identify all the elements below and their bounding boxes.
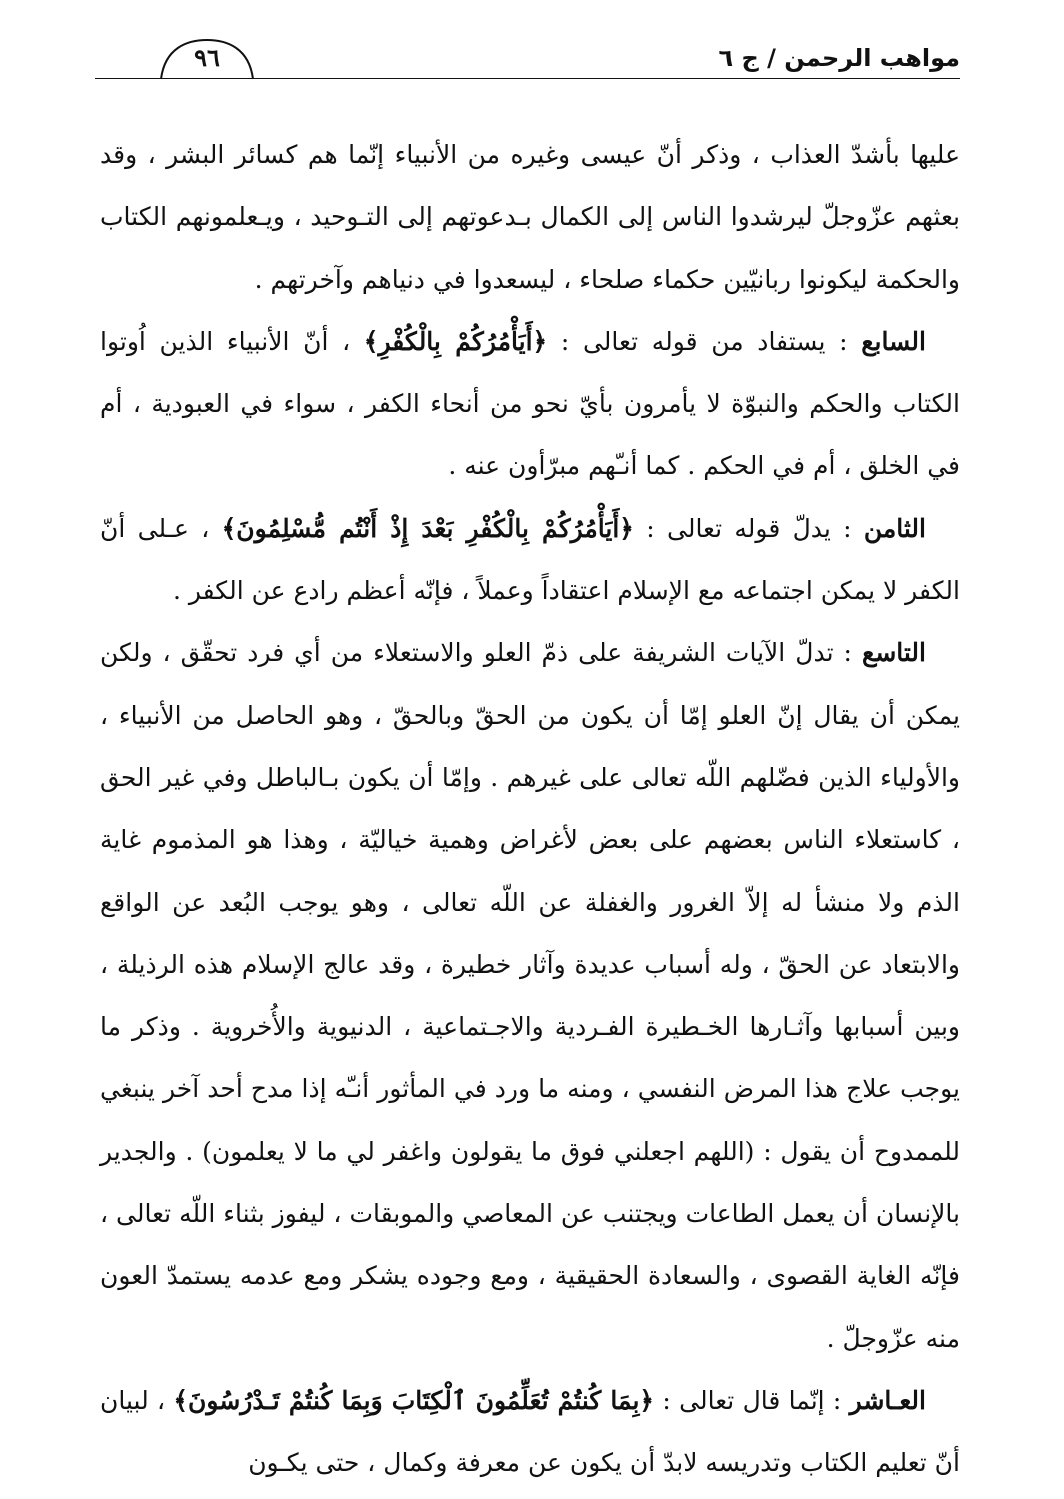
paragraph-text: ، لبيان أنّ تعليم الكتاب وتدريسه لابدّ أن يكون عن معرفة وكمال ، حتى يكـون bbox=[100, 1385, 960, 1478]
paragraph-seventh bbox=[100, 311, 960, 498]
page-header bbox=[95, 38, 960, 88]
header-divider bbox=[95, 78, 960, 79]
paragraph-ninth bbox=[100, 622, 960, 1370]
quran-verse: ﴿أَيَأْمُرُكُمْ بِالْكُفْرِ﴾ bbox=[363, 326, 548, 356]
paragraph-intro: : يدلّ قوله تعالى : bbox=[633, 513, 864, 543]
paragraph-tenth bbox=[100, 1370, 960, 1495]
point-label-seventh: السابع bbox=[861, 326, 926, 356]
page-number: ٩٦ bbox=[194, 43, 220, 72]
point-label-ninth: التاسع bbox=[862, 638, 926, 668]
paragraph-text: : تدلّ الآيات الشريفة على ذمّ العلو والاستعلاء من أي فرد تحقّق ، ولكن يمكن أن يقال إنّ العلو إمّا أن يكون من الحقّ وبالحقّ ، وهو الحاصل من الأنبياء ، والأولياء الذين فضّلهم اللّه تعالى على غيرهم . وإمّا أن يكون بـالباطل وفي غير الحق ، كاستعلاء الناس بعضهم على بعض لأغراض وهمية خياليّة ، وهذا هو المذموم غاية الذم ولا منشأ له إلاّ الغرور والغفلة عن اللّه تعالى ، وهو يوجب البُعد عن الواقع والابتعاد عن الحقّ ، وله أسباب عديدة وآثار خطيرة ، وقد عالج الإسلام هذه الرذيلة ، وبين أسبابها وآثـارها الخـطيرة الفـردية والاجـتماعية ، الدنيوية والأُخروية . وذكر ما يوجب علاج هذا المرض النفسي ، ومنه ما ورد في المأثور أنـّه إذا مدح أحد آخر ينبغي للممدوح أن يقول : (اللهم اجعلني فوق ما يقولون واغفر لي ما لا يعلمون) . والجدير بالإنسان أن يعمل الطاعات ويجتنب عن المعاصي والموبقات ، ليفوز بثناء اللّه تعالى ، فإنّه الغاية القصوى ، والسعادة الحقيقية ، ومع وجوده يشكر ومع عدمه يستمدّ العون منه عزّوجلّ . bbox=[100, 638, 960, 1353]
page-body bbox=[100, 124, 960, 1495]
paragraph-text: ، أنّ الأنبياء الذين اُوتوا الكتاب والحكم والنبوّة لا يأمرون بأيّ نحو من أنحاء الكفر ، سواء في العبودية ، أم في الخلق ، أم في الحكم . كما أنـّهم مبرّأون عنه . bbox=[100, 326, 960, 481]
paragraph-eighth bbox=[100, 498, 960, 623]
paragraph-intro: : إنّما قال تعالى : bbox=[654, 1385, 850, 1415]
paragraph-continuation: عليها بأشدّ العذاب ، وذكر أنّ عيسى وغيره من الأنبياء إنّما هم كسائر البشر ، وقد بعثهم عزّوجلّ ليرشدوا الناس إلى الكمال بـدعوتهم إلى التـوحيد ، ويـعلمونهم الكتاب والحكمة ليكونوا ربانيّين حكماء صلحاء ، ليسعدوا في دنياهم وآخرتهم . bbox=[100, 140, 960, 294]
point-label-eighth: الثامن bbox=[863, 513, 926, 543]
quran-verse: ﴿أَيَأْمُرُكُمْ بِالْكُفْرِ بَعْدَ إِذْ أَنْتُم مُّسْلِمُونَ﴾ bbox=[221, 513, 634, 543]
running-title: مواهب الرحمن / ج ٦ bbox=[718, 44, 960, 72]
paragraph-intro: : يستفاد من قوله تعالى : bbox=[547, 326, 862, 356]
point-label-tenth: العـاشر bbox=[849, 1385, 926, 1415]
quran-verse: ﴿بِمَا كُنتُمْ تُعَلِّمُونَ ٱلْكِتَابَ وَبِمَا كُنتُمْ تَـدْرُسُونَ﴾ bbox=[173, 1385, 655, 1415]
paragraph-text: ، عـلى أنّ الكفر لا يمكن اجتماعه مع الإسلام اعتقاداً وعملاً ، فإنّه أعظم رادع عن الكفر . bbox=[100, 513, 960, 606]
page-number-badge bbox=[157, 38, 257, 78]
